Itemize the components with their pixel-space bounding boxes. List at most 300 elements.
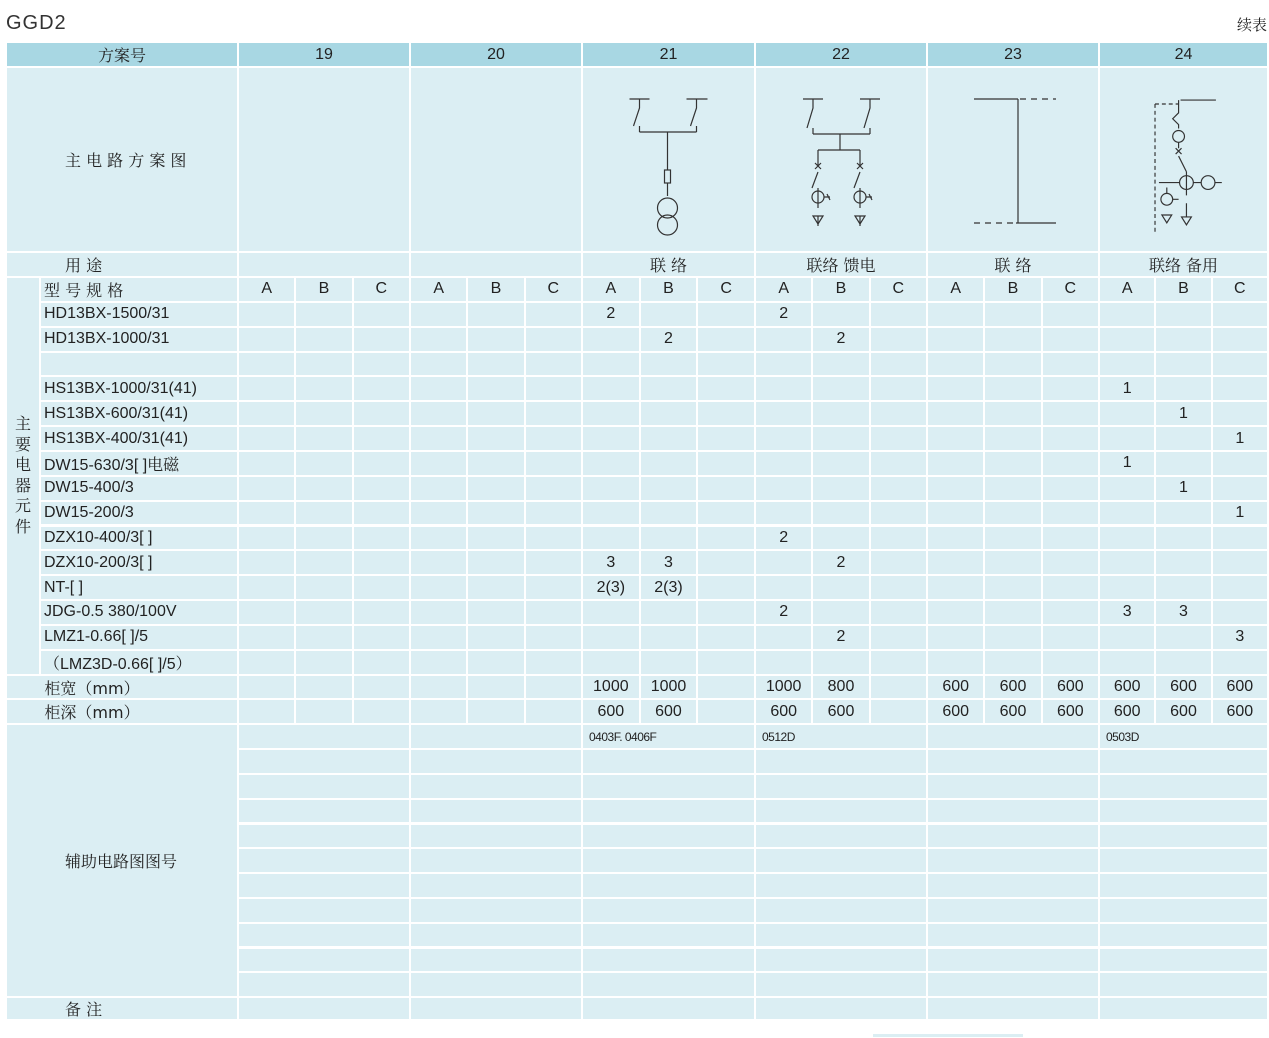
value-cell (985, 601, 1040, 624)
value-cell (756, 477, 811, 500)
value-cell (468, 328, 523, 351)
aux-circuit-cell (1100, 973, 1267, 996)
aux-circuit-cell (239, 874, 409, 897)
value-cell (296, 601, 351, 624)
value-cell (239, 477, 294, 500)
value-cell (468, 303, 523, 326)
value-cell (1100, 626, 1154, 649)
aux-circuit-cell (1100, 849, 1267, 872)
value-cell (296, 427, 351, 450)
sub-column-header: B (1156, 278, 1210, 301)
value-cell (296, 551, 351, 574)
value-cell (239, 527, 294, 550)
value-cell (239, 427, 294, 450)
value-cell (1043, 353, 1098, 376)
value-cell: 2 (756, 303, 811, 326)
aux-circuit-cell (756, 849, 926, 872)
value-cell: 2 (813, 626, 868, 649)
value-cell: 2 (583, 303, 639, 326)
value-cell (296, 576, 351, 599)
aux-circuit-cell (1100, 949, 1267, 972)
value-cell (468, 576, 523, 599)
sub-column-header: C (1213, 278, 1267, 301)
value-cell (756, 651, 811, 674)
value-cell (411, 626, 466, 649)
cabinet-width-value (526, 676, 581, 699)
aux-circuit-cell (928, 899, 1098, 922)
bottom-strip (873, 1034, 1023, 1037)
value-cell (871, 303, 926, 326)
value-cell (698, 477, 754, 500)
value-cell (239, 328, 294, 351)
value-cell (641, 626, 697, 649)
component-name: LMZ1-0.66[ ]/5 (41, 626, 237, 649)
component-name: DZX10-200/3[ ] (41, 551, 237, 574)
aux-circuit-cell (1100, 924, 1267, 947)
aux-circuit-cell (756, 899, 926, 922)
diagram-stroke (854, 150, 863, 226)
aux-circuit-cell (411, 800, 581, 823)
value-cell (239, 402, 294, 425)
fuse-symbol (665, 170, 671, 183)
value-cell (583, 328, 639, 351)
value-cell (985, 353, 1040, 376)
cabinet-width-value: 1000 (756, 676, 811, 699)
value-cell (354, 527, 409, 550)
value-cell (871, 626, 926, 649)
circuit-diagram-cell (928, 68, 1098, 251)
value-cell (871, 576, 926, 599)
value-cell (1156, 377, 1210, 400)
scheme-number: 22 (756, 43, 926, 66)
value-cell: 2(3) (583, 576, 639, 599)
value-cell (985, 527, 1040, 550)
diagram-stroke (1182, 217, 1192, 225)
aux-circuit-cell (583, 775, 754, 798)
cabinet-width-value: 600 (1213, 676, 1267, 699)
cabinet-width-value (871, 676, 926, 699)
value-cell (354, 651, 409, 674)
aux-circuit-cell (1100, 775, 1267, 798)
value-cell (296, 452, 351, 475)
component-name (41, 353, 237, 376)
cabinet-width-value: 600 (1156, 676, 1210, 699)
value-cell (468, 651, 523, 674)
aux-circuit-cell (411, 874, 581, 897)
value-cell (1213, 303, 1267, 326)
aux-circuit-cell (239, 949, 409, 972)
group-label-char: 要 (14, 434, 31, 454)
aux-circuit-cell (928, 725, 1098, 748)
cabinet-width-value (698, 676, 754, 699)
aux-circuit-cell (756, 775, 926, 798)
value-cell (756, 502, 811, 525)
value-cell (756, 427, 811, 450)
group-label-char: 电 (14, 455, 31, 475)
value-cell (756, 626, 811, 649)
value-cell (641, 452, 697, 475)
component-name: DW15-630/3[ ]电磁 (41, 452, 237, 475)
value-cell (1100, 477, 1154, 500)
value-cell (411, 353, 466, 376)
value-cell (239, 626, 294, 649)
scheme-number: 24 (1100, 43, 1267, 66)
sub-column-header: A (411, 278, 466, 301)
aux-circuit-cell (928, 849, 1098, 872)
scheme-usage (239, 253, 409, 276)
value-cell: 2 (641, 328, 697, 351)
sub-column-header: B (813, 278, 868, 301)
circuit-diagram-cell (583, 68, 754, 251)
aux-circuit-cell (411, 725, 581, 748)
value-cell (871, 651, 926, 674)
value-cell (871, 402, 926, 425)
remarks-cell (756, 998, 926, 1019)
value-cell (239, 377, 294, 400)
circuit-diagram-cell (239, 68, 409, 251)
value-cell (411, 402, 466, 425)
value-cell: 3 (1100, 601, 1154, 624)
value-cell (641, 353, 697, 376)
value-cell (985, 303, 1040, 326)
value-cell (468, 402, 523, 425)
value-cell (641, 377, 697, 400)
diagram-stroke (1162, 215, 1172, 223)
aux-circuit-label: 辅助电路图图号 (7, 725, 237, 996)
cabinet-depth-value: 600 (1156, 700, 1210, 723)
sub-column-header: C (871, 278, 926, 301)
value-cell (411, 303, 466, 326)
value-cell (239, 502, 294, 525)
value-cell (928, 502, 983, 525)
value-cell (1100, 427, 1154, 450)
aux-circuit-cell (411, 825, 581, 848)
sub-column-header: C (698, 278, 754, 301)
value-cell (756, 576, 811, 599)
cabinet-depth-value: 600 (1100, 700, 1154, 723)
value-cell (813, 477, 868, 500)
diagram-stroke (630, 99, 650, 132)
value-cell (526, 328, 581, 351)
value-cell (411, 502, 466, 525)
value-cell (641, 303, 697, 326)
value-cell (985, 576, 1040, 599)
value-cell (354, 303, 409, 326)
value-cell (1043, 377, 1098, 400)
value-cell (239, 601, 294, 624)
diagram-symbol (1201, 176, 1215, 190)
value-cell (1100, 303, 1154, 326)
usage-label: 用 途 (7, 253, 237, 276)
value-cell (1213, 477, 1267, 500)
value-cell (871, 452, 926, 475)
value-cell (354, 502, 409, 525)
value-cell (928, 303, 983, 326)
value-cell: 2 (813, 328, 868, 351)
value-cell (354, 477, 409, 500)
component-name: HS13BX-600/31(41) (41, 402, 237, 425)
value-cell (756, 328, 811, 351)
value-cell (1213, 651, 1267, 674)
value-cell (1043, 626, 1098, 649)
diagram-stroke (860, 99, 880, 134)
value-cell (1156, 576, 1210, 599)
value-cell (985, 502, 1040, 525)
sub-column-header: B (641, 278, 697, 301)
sub-column-header: B (985, 278, 1040, 301)
value-cell (928, 626, 983, 649)
value-cell (871, 328, 926, 351)
value-cell (583, 601, 639, 624)
value-cell (296, 377, 351, 400)
value-cell (1100, 576, 1154, 599)
group-label-char: 元 (14, 496, 31, 516)
value-cell (985, 328, 1040, 351)
value-cell (871, 502, 926, 525)
value-cell (411, 328, 466, 351)
value-cell (698, 402, 754, 425)
value-cell (296, 626, 351, 649)
aux-circuit-cell (1100, 825, 1267, 848)
value-cell (698, 303, 754, 326)
cabinet-width-value: 1000 (641, 676, 697, 699)
value-cell (928, 377, 983, 400)
value-cell (1043, 576, 1098, 599)
value-cell (698, 328, 754, 351)
aux-circuit-cell (756, 973, 926, 996)
value-cell (756, 402, 811, 425)
value-cell (354, 601, 409, 624)
value-cell (526, 527, 581, 550)
aux-circuit-cell (1100, 899, 1267, 922)
value-cell: 1 (1156, 477, 1210, 500)
value-cell (468, 626, 523, 649)
remarks-cell (583, 998, 754, 1019)
value-cell (928, 427, 983, 450)
value-cell (871, 477, 926, 500)
value-cell (1043, 328, 1098, 351)
value-cell (641, 651, 697, 674)
aux-circuit-cell (1100, 800, 1267, 823)
value-cell (296, 328, 351, 351)
value-cell (526, 377, 581, 400)
value-cell (1213, 551, 1267, 574)
aux-circuit-cell (1100, 750, 1267, 773)
sub-column-header: C (1043, 278, 1098, 301)
aux-circuit-cell (239, 825, 409, 848)
value-cell (1156, 427, 1210, 450)
value-cell (239, 651, 294, 674)
value-cell (1043, 427, 1098, 450)
value-cell (526, 452, 581, 475)
value-cell: 3 (583, 551, 639, 574)
value-cell (411, 527, 466, 550)
value-cell: 1 (1100, 377, 1154, 400)
aux-circuit-cell (756, 825, 926, 848)
value-cell (526, 502, 581, 525)
value-cell (813, 353, 868, 376)
value-cell: 1 (1156, 402, 1210, 425)
remarks-cell (1100, 998, 1267, 1019)
value-cell (296, 477, 351, 500)
aux-circuit-cell (928, 800, 1098, 823)
component-name: NT-[ ] (41, 576, 237, 599)
value-cell (1156, 527, 1210, 550)
cabinet-depth-value: 600 (1213, 700, 1267, 723)
aux-circuit-cell (928, 775, 1098, 798)
diagram-stroke (640, 132, 697, 170)
value-cell (296, 303, 351, 326)
value-cell (813, 576, 868, 599)
value-cell (526, 601, 581, 624)
value-cell (583, 477, 639, 500)
aux-circuit-cell (756, 949, 926, 972)
value-cell (411, 427, 466, 450)
component-name: DZX10-400/3[ ] (41, 527, 237, 550)
value-cell (583, 377, 639, 400)
remarks-label: 备 注 (7, 998, 237, 1019)
value-cell (756, 353, 811, 376)
value-cell (641, 427, 697, 450)
value-cell (583, 502, 639, 525)
value-cell (526, 402, 581, 425)
aux-circuit-cell: 0503D (1100, 725, 1267, 748)
value-cell (928, 477, 983, 500)
component-name: （LMZ3D-0.66[ ]/5） (41, 651, 237, 674)
cabinet-width-value (354, 676, 409, 699)
value-cell (813, 427, 868, 450)
value-cell (698, 353, 754, 376)
value-cell (296, 402, 351, 425)
aux-circuit-cell (411, 924, 581, 947)
value-cell (928, 452, 983, 475)
remarks-cell (928, 998, 1098, 1019)
cabinet-depth-value: 600 (641, 700, 697, 723)
aux-circuit-cell (239, 924, 409, 947)
aux-circuit-cell (756, 874, 926, 897)
value-cell (813, 402, 868, 425)
value-cell (756, 377, 811, 400)
cabinet-width-value: 600 (985, 676, 1040, 699)
value-cell (583, 427, 639, 450)
value-cell: 1 (1100, 452, 1154, 475)
cabinet-depth-label: 柜深（mm） (7, 700, 237, 723)
aux-circuit-cell (583, 849, 754, 872)
value-cell (985, 402, 1040, 425)
value-cell (698, 452, 754, 475)
value-cell (871, 601, 926, 624)
scheme-usage: 联 络 (583, 253, 754, 276)
value-cell (985, 651, 1040, 674)
aux-circuit-cell (411, 750, 581, 773)
value-cell (928, 328, 983, 351)
component-name: DW15-400/3 (41, 477, 237, 500)
value-cell (411, 601, 466, 624)
value-cell (813, 303, 868, 326)
value-cell (468, 452, 523, 475)
value-cell (1043, 651, 1098, 674)
value-cell: 1 (1213, 427, 1267, 450)
group-label (7, 278, 39, 674)
aux-circuit-cell (756, 924, 926, 947)
value-cell (641, 402, 697, 425)
value-cell (698, 527, 754, 550)
value-cell (1213, 576, 1267, 599)
group-label-char: 主 (14, 414, 31, 434)
value-cell (411, 551, 466, 574)
value-cell (985, 477, 1040, 500)
value-cell (813, 377, 868, 400)
aux-circuit-cell (239, 775, 409, 798)
value-cell (1043, 452, 1098, 475)
value-cell (296, 527, 351, 550)
value-cell (468, 427, 523, 450)
cabinet-width-value (411, 676, 466, 699)
scheme-header-label: 方案号 (7, 43, 237, 66)
aux-circuit-cell (583, 825, 754, 848)
value-cell (239, 551, 294, 574)
circuit-diagram-cell (411, 68, 581, 251)
value-cell (583, 651, 639, 674)
value-cell (871, 551, 926, 574)
value-cell (928, 576, 983, 599)
value-cell (354, 328, 409, 351)
value-cell (354, 576, 409, 599)
remarks-cell (411, 998, 581, 1019)
value-cell (354, 402, 409, 425)
value-cell (354, 452, 409, 475)
value-cell (1100, 328, 1154, 351)
value-cell (468, 502, 523, 525)
component-name: HD13BX-1000/31 (41, 328, 237, 351)
aux-circuit-cell (928, 924, 1098, 947)
scheme-usage (411, 253, 581, 276)
scheme-number: 21 (583, 43, 754, 66)
aux-circuit-cell (756, 800, 926, 823)
aux-circuit-cell (928, 750, 1098, 773)
value-cell (526, 427, 581, 450)
sub-column-header: A (1100, 278, 1154, 301)
circuit-diagram-cell (756, 68, 926, 251)
value-cell (1156, 328, 1210, 351)
value-cell (1043, 477, 1098, 500)
value-cell (354, 626, 409, 649)
scheme-usage: 联络 馈电 (756, 253, 926, 276)
value-cell (1100, 402, 1154, 425)
value-cell (583, 452, 639, 475)
circuit-diagram-23 (928, 68, 1098, 251)
value-cell (1156, 651, 1210, 674)
value-cell (526, 303, 581, 326)
value-cell (1043, 527, 1098, 550)
aux-circuit-cell (411, 849, 581, 872)
aux-circuit-cell (928, 874, 1098, 897)
sub-column-header: A (928, 278, 983, 301)
diagram-symbol (1173, 131, 1185, 143)
value-cell (411, 452, 466, 475)
value-cell (526, 576, 581, 599)
value-cell (411, 651, 466, 674)
cabinet-width-value (296, 676, 351, 699)
value-cell (641, 601, 697, 624)
value-cell (1043, 551, 1098, 574)
value-cell (641, 527, 697, 550)
value-cell (985, 427, 1040, 450)
aux-circuit-cell (928, 973, 1098, 996)
value-cell (526, 477, 581, 500)
circuit-diagram-cell (1100, 68, 1267, 251)
aux-circuit-cell (583, 973, 754, 996)
